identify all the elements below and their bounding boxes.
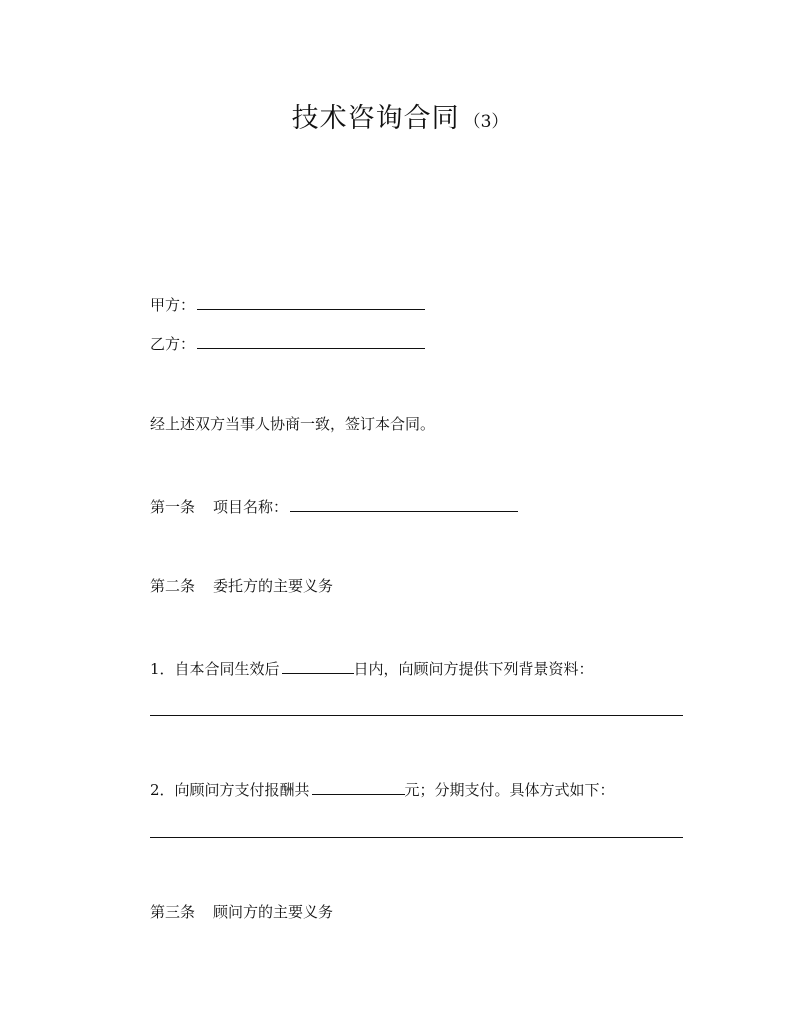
article2-heading: 委托方的主要义务: [213, 577, 334, 595]
days-blank: [282, 658, 354, 674]
article2-heading-line: [150, 576, 333, 596]
party-b-label: 乙方：: [150, 335, 196, 353]
article2-item2-prefix: 2．向顾问方支付报酬共: [150, 781, 310, 799]
article3-heading: 顾问方的主要义务: [213, 903, 334, 921]
article2-number: 第二条: [150, 577, 196, 595]
article1-label: 项目名称：: [213, 498, 289, 516]
article2-item1-prefix: 1．自本合同生效后: [150, 660, 280, 678]
party-b-line: [150, 333, 425, 354]
intro-text: 经上述双方当事人协商一致，签订本合同。: [150, 415, 436, 433]
party-a-label: 甲方：: [150, 296, 196, 314]
article2-item2: [150, 779, 615, 800]
title-suffix: （3）: [463, 112, 509, 132]
article2-item1-suffix: 日内，向顾问方提供下列背景资料：: [353, 660, 594, 678]
party-b-blank: [197, 333, 425, 349]
article1-number: 第一条: [150, 498, 196, 516]
background-materials-blank: [150, 715, 683, 716]
article3-number: 第三条: [150, 903, 196, 921]
payment-method-blank: [150, 837, 683, 838]
document-title: [0, 96, 800, 135]
party-a-line: [150, 294, 425, 315]
article2-item2-suffix: 元；分期支付。具体方式如下：: [404, 781, 615, 799]
article1-line: [150, 496, 518, 517]
party-a-blank: [197, 294, 425, 310]
article2-item1: [150, 658, 594, 679]
payment-amount-blank: [312, 779, 405, 795]
article3-heading-line: [150, 902, 333, 922]
intro-paragraph: [150, 414, 435, 434]
title-main: 技术咨询合同: [291, 103, 460, 134]
project-name-blank: [290, 496, 518, 512]
